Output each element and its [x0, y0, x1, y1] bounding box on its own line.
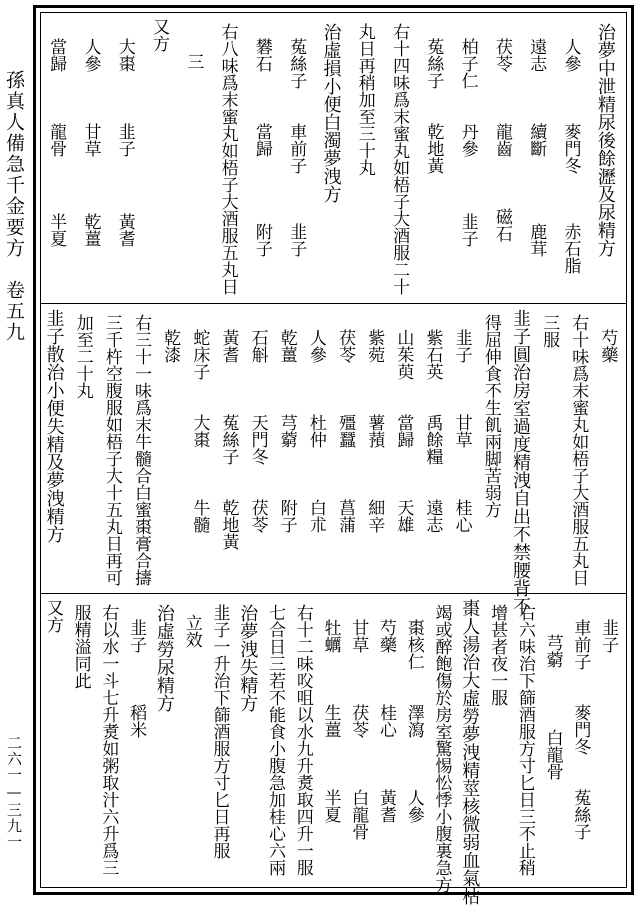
text-line: 當歸 — [46, 38, 67, 72]
text-line: 韭子 — [114, 123, 135, 157]
text-line: 芎藭 — [276, 414, 297, 448]
text-line: 乾薑 — [80, 213, 101, 247]
text-column — [459, 13, 495, 303]
text-line: 又方 — [42, 599, 63, 633]
text-line: 桂心 — [376, 704, 397, 738]
text-line: 茯苓 — [348, 704, 369, 738]
text-line: 韭子 — [457, 213, 478, 247]
text-line: 甘草 — [451, 414, 472, 448]
text-line: 乾漆 — [160, 329, 181, 363]
text-line: 甘草 — [348, 619, 369, 653]
text-line: 右三十一味爲末牛髓合白蜜棗膏合擣 — [131, 314, 152, 586]
text-line: 人參 — [305, 329, 326, 363]
text-line: 半夏 — [46, 213, 67, 247]
text-line: 芎藭 — [542, 634, 563, 668]
side-page-number: 二六一—三九一 — [5, 735, 23, 850]
text-line: 白龍骨 — [542, 729, 563, 780]
text-line: 蛇床子 — [189, 329, 210, 380]
text-line: 麥門冬 — [560, 123, 581, 174]
text-line: 韭子 — [126, 619, 147, 653]
text-line: 茯苓 — [335, 329, 356, 363]
text-line: 韭子一升治下篩酒服方寸匕日再服 — [209, 604, 230, 859]
text-line: 礬石 — [251, 38, 272, 72]
text-column — [562, 13, 598, 303]
text-line: 赤石脂 — [560, 223, 581, 274]
text-line: 人參 — [403, 789, 424, 823]
text-column — [116, 13, 152, 303]
text-line: 龍骨 — [46, 123, 67, 157]
text-line: 丸日再稍加至三十丸 — [354, 23, 375, 176]
text-line: 右以水一斗七升煑如粥取汁六升爲三 — [98, 604, 119, 876]
text-line: 天雄 — [393, 499, 414, 533]
text-line: 芍藥 — [376, 619, 397, 653]
text-line: 大棗 — [189, 414, 210, 448]
text-line: 韭子 — [451, 329, 472, 363]
text-line: 白朮 — [305, 499, 326, 533]
text-column — [493, 13, 529, 303]
text-line: 右十四味爲末蜜丸如梧子大酒服二十 — [389, 23, 410, 295]
text-line: 殭蠶 — [335, 414, 356, 448]
text-line: 當歸 — [393, 414, 414, 448]
text-line: 得屈伸食不生飢兩脚苦弱方 — [480, 314, 501, 518]
text-panel-top — [41, 13, 626, 304]
text-line: 棗人湯治大虛勞夢洩精莖核微弱血氣枯 — [459, 599, 481, 905]
text-panel-middle — [41, 304, 626, 615]
text-line: 澤瀉 — [403, 704, 424, 738]
text-column — [322, 13, 358, 303]
text-line: 附子 — [276, 499, 297, 533]
page-inner-border — [40, 12, 627, 905]
text-line: 杜仲 — [305, 414, 326, 448]
text-column — [219, 13, 255, 303]
text-line: 黃耆 — [376, 789, 397, 823]
text-line: 治夢洩失精方 — [237, 604, 259, 712]
text-line: 柏子仁 — [457, 38, 478, 89]
text-line: 菟絲子 — [570, 789, 591, 840]
text-line: 加至二十丸 — [72, 314, 93, 399]
text-line: 立效 — [181, 614, 202, 648]
text-line: 當歸 — [251, 123, 272, 157]
text-line: 山茱萸 — [393, 329, 414, 380]
text-column — [424, 13, 460, 303]
text-line: 菖蒲 — [335, 499, 356, 533]
text-line: 生薑 — [320, 704, 341, 738]
text-line: 三 — [183, 53, 204, 70]
text-line: 菟絲子 — [423, 38, 444, 89]
text-line: 右八味爲末蜜丸如梧子大酒服五丸日 — [217, 23, 238, 295]
text-line: 大棗 — [114, 38, 135, 72]
text-line: 乾地黃 — [423, 123, 444, 174]
text-line: 甘草 — [80, 123, 101, 157]
text-line: 韭子 — [286, 223, 307, 257]
text-column — [390, 13, 426, 303]
side-book-title: 孫真人備急千金要方 卷五九 — [3, 70, 25, 343]
text-line: 丹參 — [457, 123, 478, 157]
text-column — [47, 13, 83, 303]
text-column — [527, 13, 563, 303]
text-line: 人參 — [80, 38, 101, 72]
text-line: 菟絲子 — [286, 38, 307, 89]
text-line: 紫石英 — [422, 329, 443, 380]
text-column — [356, 13, 392, 303]
text-line: 麥門冬 — [570, 704, 591, 755]
text-line: 竭或醉飽傷於房室驚惕忪悸小腹裏急方 — [431, 604, 452, 893]
text-line: 禹餘糧 — [422, 414, 443, 465]
text-line: 治虛損小便白濁夢洩方 — [320, 23, 342, 203]
text-column — [287, 13, 323, 303]
text-line: 右十味爲末蜜丸如梧子大酒服五丸日 — [568, 314, 589, 586]
text-line: 石斛 — [247, 329, 268, 363]
text-line: 遠志 — [422, 499, 443, 533]
text-line: 天門冬 — [247, 414, 268, 465]
text-line: 七合日三若不能食小腹急加桂心六兩 — [264, 604, 285, 876]
text-column — [45, 304, 81, 593]
text-line: 半夏 — [320, 789, 341, 823]
text-line: 棗核仁 — [403, 619, 424, 670]
text-line: 龍齒 — [491, 123, 512, 157]
text-line: 韭子散治小便失精及夢洩精方 — [43, 309, 65, 543]
text-line: 人參 — [560, 38, 581, 72]
text-line: 遠志 — [526, 38, 547, 72]
text-panel-bottom — [41, 594, 626, 905]
text-line: 三千杵空腹服如梧子大十五丸日再可 — [101, 314, 122, 586]
text-line: 桂心 — [451, 499, 472, 533]
text-line: 芍藥 — [597, 329, 618, 363]
text-line: 紫菀 — [364, 329, 385, 363]
text-line: 韭子 — [598, 619, 619, 653]
text-column — [253, 13, 289, 303]
text-line: 牛髓 — [189, 499, 210, 533]
text-line: 韭子圓治房室過度精洩自出不禁腰背不 — [509, 309, 531, 615]
text-line: 乾薑 — [276, 329, 297, 363]
text-line: 細辛 — [364, 499, 385, 533]
text-line: 右十二味㕮咀以水九升煑取四升一服 — [292, 604, 313, 876]
text-line: 治夢中泄精尿後餘瀝及尿精方 — [594, 23, 616, 257]
text-column — [44, 594, 80, 887]
text-line: 又方 — [149, 18, 170, 52]
text-line: 三服 — [539, 314, 560, 348]
text-line: 右六味治下篩酒服方寸匕日三不止稍 — [514, 604, 535, 876]
text-line: 牡蠣 — [320, 619, 341, 653]
text-line: 服精溢同此 — [70, 604, 91, 689]
text-line: 附子 — [251, 223, 272, 257]
text-column — [596, 13, 632, 303]
text-line: 鹿茸 — [526, 223, 547, 257]
text-line: 磁石 — [491, 208, 512, 242]
text-line: 增甚者夜一服 — [487, 604, 508, 706]
text-line: 薯蕷 — [364, 414, 385, 448]
text-column — [184, 13, 220, 303]
text-column — [81, 13, 117, 303]
text-line: 車前子 — [286, 123, 307, 174]
text-line: 治虛勞尿精方 — [153, 604, 175, 712]
text-line: 黃耆 — [114, 213, 135, 247]
text-line: 菟絲子 — [218, 414, 239, 465]
text-column — [150, 13, 186, 303]
text-line: 茯苓 — [491, 38, 512, 72]
text-line: 續斷 — [526, 123, 547, 157]
text-line: 乾地黃 — [218, 499, 239, 550]
page-frame — [33, 5, 634, 905]
text-line: 稻米 — [126, 704, 147, 738]
text-line: 黃耆 — [218, 329, 239, 363]
text-line: 白龍骨 — [348, 789, 369, 840]
text-line: 車前子 — [570, 619, 591, 670]
text-line: 茯苓 — [247, 499, 268, 533]
